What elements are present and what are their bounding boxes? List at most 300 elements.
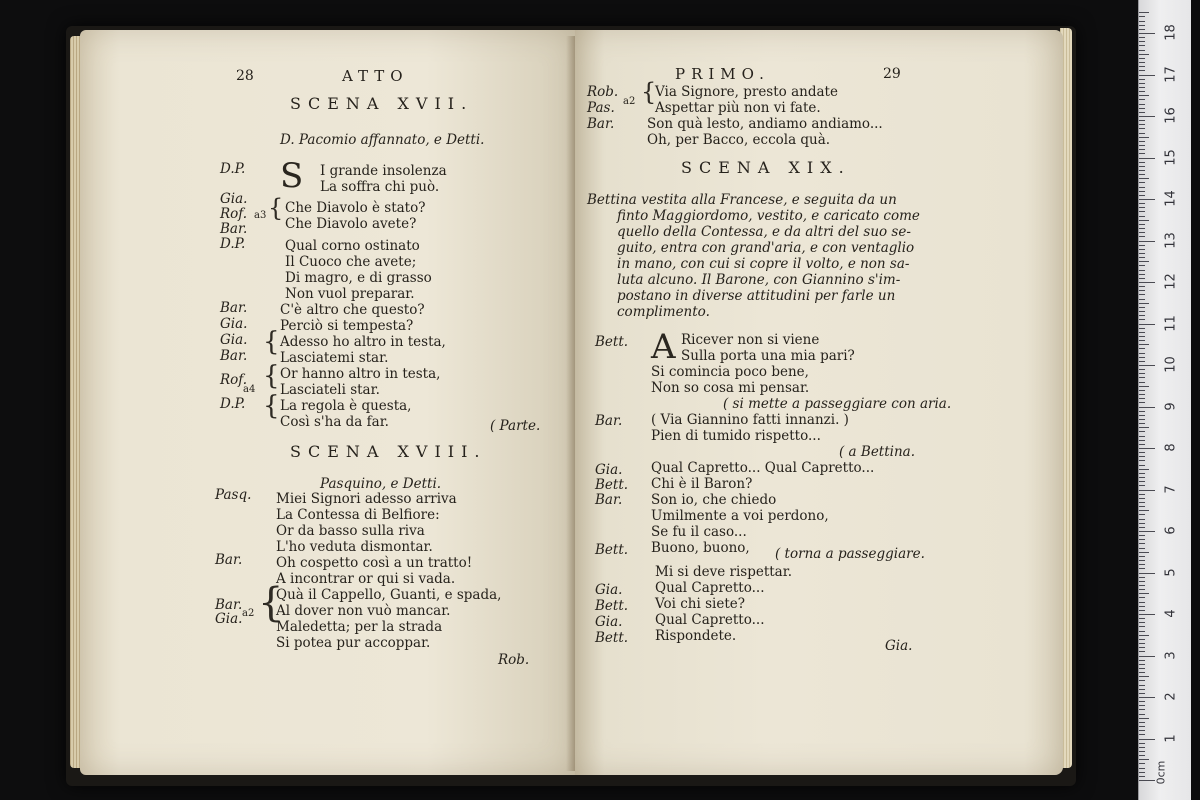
ruler-number: 2 (1163, 692, 1179, 701)
ruler-tick (1139, 506, 1145, 507)
speaker-label: Bar. (215, 597, 243, 613)
ruler-tick (1139, 278, 1145, 279)
ruler-tick (1139, 369, 1145, 370)
ruler-tick (1139, 498, 1145, 499)
ruler-tick (1139, 751, 1145, 752)
ruler-number: 18 (1163, 24, 1179, 41)
ruler-tick (1139, 502, 1145, 503)
ruler-tick (1139, 548, 1145, 549)
ruler-number: 11 (1163, 314, 1179, 332)
verse-line: Mi si deve rispettar. (655, 564, 792, 580)
ruler-tick (1139, 718, 1149, 719)
verse-line: Lasciatemi star. (280, 350, 389, 366)
ruler-tick (1139, 726, 1145, 727)
speaker-label: Bar. (595, 492, 623, 508)
ruler-tick (1139, 519, 1145, 520)
ruler-number: 16 (1163, 107, 1179, 124)
ruler-tick (1139, 253, 1145, 254)
ruler-tick (1139, 191, 1145, 192)
speaker-label: Rob. (587, 84, 619, 100)
stage-direction-line: guito, entra con grand'aria, e con ventaglio (617, 240, 915, 256)
right-page (575, 30, 1063, 775)
ruler-tick (1139, 564, 1145, 565)
ruler-tick (1139, 50, 1145, 51)
ruler-tick (1139, 282, 1155, 283)
ruler-tick (1139, 319, 1145, 320)
verse-line: Che Diavolo avete? (285, 216, 417, 232)
verse-line: Adesso ho altro in testa, (280, 334, 446, 350)
ruler-tick (1139, 602, 1145, 603)
ruler-tick (1139, 328, 1145, 329)
ruler-tick (1139, 207, 1145, 208)
verse-line: Buono, buono, (651, 540, 750, 556)
ruler-tick (1139, 16, 1145, 17)
ruler-tick (1139, 639, 1145, 640)
stage-direction-line: complimento. (617, 304, 710, 320)
ruler-tick (1139, 137, 1149, 138)
ruler-tick (1139, 386, 1149, 387)
ruler-tick (1139, 286, 1145, 287)
ruler-number: 8 (1163, 443, 1179, 452)
ruler-tick (1139, 344, 1149, 345)
verse-line: Pien di tumido rispetto... (651, 428, 821, 444)
verse-line: I grande insolenza (320, 163, 447, 179)
ruler-tick (1139, 739, 1155, 740)
brace: { (258, 580, 284, 626)
speaker-label: Pasq. (215, 487, 252, 503)
ruler-tick (1139, 87, 1145, 88)
ruler-tick (1139, 58, 1145, 59)
verse-line: Son quà lesto, andiamo andiamo... (647, 116, 883, 132)
verse-line: Or hanno altro in testa, (280, 366, 441, 382)
speaker-label: Gia. (595, 462, 623, 478)
verse-line: La Contessa di Belfiore: (276, 507, 440, 523)
ruler-tick (1139, 149, 1145, 150)
verse-line: La soffra chi può. (320, 179, 440, 195)
ruler-tick (1139, 182, 1145, 183)
verse-line: Il Cuoco che avete; (285, 254, 417, 270)
ruler-tick (1139, 133, 1145, 134)
ruler-tick (1139, 552, 1149, 553)
running-head-left: ATTO (342, 67, 409, 85)
ruler-tick (1139, 104, 1145, 105)
ruler-tick (1139, 402, 1145, 403)
ruler-tick (1139, 631, 1145, 632)
measuring-ruler (1138, 0, 1191, 800)
ruler-tick (1139, 494, 1145, 495)
ruler-tick (1139, 91, 1145, 92)
ruler-tick (1139, 307, 1145, 308)
verse-line: Sulla porta una mia pari? (681, 348, 855, 364)
scene-17-direction: D. Pacomio affannato, e Detti. (280, 132, 485, 148)
verse-line: Qual Capretto... (655, 612, 765, 628)
verse-line: Voi chi siete? (655, 596, 745, 612)
speaker-label: Bar. (215, 552, 243, 568)
stage-direction-exit: ( Parte. (490, 418, 541, 434)
ruler-tick (1139, 614, 1155, 615)
verse-line: Che Diavolo è stato? (285, 200, 426, 216)
ruler-tick (1139, 535, 1145, 536)
ruler-tick (1139, 220, 1149, 221)
ruler-tick (1139, 353, 1145, 354)
catchword-right: Gia. (885, 638, 913, 654)
ruler-tick (1139, 593, 1149, 594)
verse-line: Di magro, e di grasso (285, 270, 432, 286)
speaker-label: Rof. (220, 372, 248, 388)
verse-line: Non vuol preparar. (285, 286, 415, 302)
speaker-label: Bar. (220, 300, 248, 316)
ruler-number: 1 (1163, 733, 1179, 743)
ruler-tick (1139, 245, 1145, 246)
verse-line: Maledetta; per la strada (276, 619, 443, 635)
ruler-tick (1139, 610, 1145, 611)
ruler-tick (1139, 373, 1145, 374)
ruler-tick (1139, 45, 1145, 46)
ruler-tick (1139, 203, 1145, 204)
ruler-tick (1139, 444, 1145, 445)
speaker-label: Gia. (595, 582, 623, 598)
ruler-tick (1139, 672, 1145, 673)
ruler-tick (1139, 573, 1155, 574)
ruler-tick (1139, 701, 1145, 702)
ruler-tick (1139, 274, 1145, 275)
ruler-tick (1139, 29, 1145, 30)
verse-line: Si comincia poco bene, (651, 364, 809, 380)
ruler-tick (1139, 108, 1145, 109)
verse-line: Umilmente a voi perdono, (651, 508, 829, 524)
ruler-tick (1139, 514, 1145, 515)
ruler-tick (1139, 730, 1145, 731)
ruler-tick (1139, 33, 1155, 34)
ruler-tick (1139, 543, 1145, 544)
a2-marker: a2 (623, 96, 636, 107)
ruler-unit-label: 0cm (1154, 760, 1168, 785)
speaker-label: D.P. (220, 236, 246, 252)
stage-direction-line: Bettina vestita alla Francese, e seguita da un (587, 192, 897, 208)
verse-line: Via Signore, presto andate (655, 84, 838, 100)
ruler-tick (1139, 21, 1145, 22)
ruler-tick (1139, 199, 1155, 200)
ruler-number: 13 (1163, 231, 1179, 249)
speaker-label: Gia. (220, 332, 248, 348)
scene-18-direction: Pasquino, e Detti. (320, 476, 442, 492)
ruler-tick (1139, 759, 1149, 760)
speaker-label: Bar. (587, 116, 615, 132)
verse-line: Son io, che chiedo (651, 492, 777, 508)
ruler-tick (1139, 768, 1145, 769)
ruler-tick (1139, 178, 1149, 179)
ruler-tick (1139, 556, 1145, 557)
speaker-label: Gia. (595, 614, 623, 630)
ruler-tick (1139, 581, 1145, 582)
verse-line: Qual corno ostinato (285, 238, 420, 254)
speaker-label: Bar. (220, 221, 248, 237)
ruler-tick (1139, 116, 1155, 117)
left-page (80, 30, 575, 775)
ruler-tick (1139, 166, 1145, 167)
speaker-label: Bett. (595, 598, 629, 614)
ruler-tick (1139, 25, 1145, 26)
ruler-tick (1139, 195, 1145, 196)
ruler-tick (1139, 224, 1145, 225)
ruler-tick (1139, 336, 1145, 337)
ruler-tick (1139, 651, 1145, 652)
ruler-tick (1139, 622, 1145, 623)
ruler-tick (1139, 411, 1145, 412)
ruler-tick (1139, 431, 1145, 432)
ruler-number: 3 (1163, 650, 1179, 660)
ruler-tick (1139, 382, 1145, 383)
ruler-tick (1139, 348, 1145, 349)
ruler-tick (1139, 568, 1145, 569)
ruler-tick (1139, 41, 1145, 42)
stage-direction: ( si mette a passeggiare con aria. (723, 396, 952, 412)
a4-marker: a4 (243, 384, 256, 395)
ruler-tick (1139, 299, 1145, 300)
ruler-number: 6 (1163, 526, 1179, 535)
ruler-tick (1139, 79, 1145, 80)
ruler-tick (1139, 128, 1145, 129)
ruler-number: 7 (1163, 484, 1179, 494)
ruler-number: 4 (1163, 609, 1179, 618)
verse-line: ( Via Giannino fatti innanzi. ) (651, 412, 849, 428)
ruler-tick (1139, 62, 1145, 63)
ruler-tick (1139, 174, 1145, 175)
ruler-tick (1139, 626, 1145, 627)
ruler-tick (1139, 83, 1145, 84)
ruler-tick (1139, 377, 1145, 378)
drop-cap-s: S (280, 156, 304, 196)
stage-direction-line: in mano, con cui si copre il volto, e non sa- (617, 256, 910, 272)
ruler-tick (1139, 332, 1145, 333)
ruler-tick (1139, 734, 1145, 735)
ruler-tick (1139, 722, 1145, 723)
ruler-tick (1139, 141, 1145, 142)
verse-line: L'ho veduta dismontar. (276, 539, 433, 555)
speaker-label: D.P. (220, 396, 246, 412)
ruler-tick (1139, 523, 1145, 524)
scene-17-title: SCENA XVII. (290, 94, 474, 113)
ruler-tick (1139, 560, 1145, 561)
stage-direction-line: luta alcuno. Il Barone, con Giannino s'im- (617, 272, 901, 288)
ruler-tick (1139, 693, 1145, 694)
speaker-label: Gia. (220, 191, 248, 207)
ruler-tick (1139, 398, 1145, 399)
ruler-tick (1139, 469, 1149, 470)
ruler-tick (1139, 216, 1145, 217)
ruler-tick (1139, 407, 1155, 408)
ruler-tick (1139, 120, 1145, 121)
ruler-tick (1139, 365, 1155, 366)
brace: { (263, 361, 280, 391)
ruler-tick (1139, 390, 1145, 391)
ruler-tick (1139, 261, 1149, 262)
ruler-tick (1139, 158, 1155, 159)
ruler-tick (1139, 643, 1145, 644)
ruler-number: 10 (1163, 356, 1179, 373)
ruler-tick (1139, 211, 1145, 212)
verse-line: Si potea pur accoppar. (276, 635, 431, 651)
ruler-tick (1139, 689, 1145, 690)
ruler-tick (1139, 539, 1145, 540)
ruler-tick (1139, 436, 1145, 437)
ruler-tick (1139, 241, 1155, 242)
verse-line: Ricever non si viene (681, 332, 820, 348)
page-number-right: 29 (883, 66, 901, 82)
ruler-tick (1139, 635, 1149, 636)
speaker-label: Bett. (595, 477, 629, 493)
ruler-tick (1139, 473, 1145, 474)
ruler-tick (1139, 427, 1149, 428)
ruler-tick (1139, 780, 1155, 781)
ruler-tick (1139, 75, 1155, 76)
ruler-tick (1139, 153, 1145, 154)
ruler-tick (1139, 606, 1145, 607)
ruler-tick (1139, 705, 1145, 706)
verse-line: C'è altro che questo? (280, 302, 425, 318)
ruler-tick (1139, 415, 1145, 416)
ruler-tick (1139, 685, 1145, 686)
ruler-tick (1139, 697, 1155, 698)
ruler-tick (1139, 232, 1145, 233)
ruler-tick (1139, 423, 1145, 424)
ruler-tick (1139, 747, 1145, 748)
scene-18-title: SCENA XVIII. (290, 442, 487, 461)
ruler-tick (1139, 763, 1145, 764)
brace: { (263, 327, 280, 357)
verse-line: Quà il Cappello, Guanti, e spada, (276, 587, 502, 603)
verse-line: Aspettar più non vi fate. (655, 100, 821, 116)
drop-cap-a: A (651, 327, 676, 367)
ruler-tick (1139, 527, 1145, 528)
ruler-tick (1139, 755, 1145, 756)
ruler-tick (1139, 162, 1145, 163)
ruler-tick (1139, 577, 1145, 578)
verse-line: A incontrar or qui si vada. (276, 571, 456, 587)
ruler-number: 12 (1163, 273, 1179, 290)
verse-line: Qual Capretto... (655, 580, 765, 596)
brace: { (641, 78, 657, 106)
ruler-number: 14 (1163, 190, 1179, 207)
ruler-tick (1139, 187, 1145, 188)
ruler-tick (1139, 95, 1149, 96)
ruler-tick (1139, 589, 1145, 590)
ruler-tick (1139, 12, 1149, 13)
ruler-tick (1139, 54, 1149, 55)
ruler-tick (1139, 99, 1145, 100)
ruler-tick (1139, 66, 1145, 67)
ruler-tick (1139, 315, 1145, 316)
running-head-right: PRIMO. (675, 65, 770, 83)
verse-line: Miei Signori adesso arriva (276, 491, 457, 507)
ruler-tick (1139, 270, 1145, 271)
ruler-tick (1139, 477, 1145, 478)
page-number-left: 28 (236, 68, 254, 84)
verse-line: Rispondete. (655, 628, 737, 644)
speaker-label: D.P. (220, 161, 246, 177)
ruler-tick (1139, 361, 1145, 362)
verse-line: Chi è il Baron? (651, 476, 753, 492)
ruler-tick (1139, 465, 1145, 466)
speaker-label: Pas. (587, 100, 615, 116)
ruler-tick (1139, 324, 1155, 325)
verse-line: Se fu il caso... (651, 524, 747, 540)
catchword-left: Rob. (498, 652, 530, 668)
ruler-tick (1139, 680, 1145, 681)
ruler-tick (1139, 618, 1145, 619)
a3-marker: a3 (254, 210, 267, 221)
verse-line: Al dover non vuò mancar. (276, 603, 451, 619)
ruler-tick (1139, 249, 1145, 250)
brace: { (268, 194, 284, 222)
ruler-tick (1139, 448, 1155, 449)
ruler-tick (1139, 490, 1155, 491)
stage-direction-line: finto Maggiordomo, vestito, e caricato come (617, 208, 920, 224)
ruler-tick (1139, 257, 1145, 258)
ruler-tick (1139, 456, 1145, 457)
speaker-label: Bett. (595, 630, 629, 646)
ruler-tick (1139, 419, 1145, 420)
ruler-tick (1139, 743, 1145, 744)
brace: { (263, 391, 280, 421)
stage-direction-line: postano in diverse attitudini per farle un (617, 288, 896, 304)
ruler-tick (1139, 656, 1155, 657)
ruler-tick (1139, 531, 1155, 532)
verse-line: Perciò si tempesta? (280, 318, 414, 334)
stage-direction: ( a Bettina. (839, 444, 916, 460)
ruler-tick (1139, 37, 1145, 38)
verse-line: La regola è questa, (280, 398, 412, 414)
ruler-tick (1139, 70, 1145, 71)
ruler-tick (1139, 440, 1145, 441)
ruler-tick (1139, 228, 1145, 229)
ruler-tick (1139, 452, 1145, 453)
ruler-tick (1139, 311, 1145, 312)
ruler-tick (1139, 481, 1145, 482)
ruler-tick (1139, 265, 1145, 266)
ruler-number: 9 (1163, 401, 1179, 411)
ruler-number: 15 (1163, 148, 1179, 166)
ruler-tick (1139, 676, 1149, 677)
verse-line: Or da basso sulla riva (276, 523, 425, 539)
ruler-tick (1139, 776, 1145, 777)
ruler-tick (1139, 664, 1145, 665)
speaker-label: Bar. (220, 348, 248, 364)
ruler-number: 5 (1163, 567, 1179, 577)
ruler-tick (1139, 394, 1145, 395)
ruler-tick (1139, 303, 1149, 304)
ruler-tick (1139, 585, 1145, 586)
verse-line: Così s'ha da far. (280, 414, 389, 430)
speaker-label: Bar. (595, 413, 623, 429)
ruler-tick (1139, 290, 1145, 291)
ruler-tick (1139, 709, 1145, 710)
speaker-label: Bett. (595, 334, 629, 350)
verse-line: Oh cospetto così a un tratto! (276, 555, 473, 571)
ruler-tick (1139, 485, 1145, 486)
ruler-tick (1139, 145, 1145, 146)
ruler-number: 17 (1163, 65, 1179, 83)
verse-line: Oh, per Bacco, eccola quà. (647, 132, 831, 148)
ruler-tick (1139, 510, 1149, 511)
speaker-label: Rof. (220, 206, 248, 222)
speaker-label: Gia. (215, 611, 243, 627)
ruler-tick (1139, 236, 1145, 237)
a2-marker: a2 (242, 608, 255, 619)
ruler-tick (1139, 460, 1145, 461)
ruler-tick (1139, 660, 1145, 661)
verse-line: Lasciateli star. (280, 382, 380, 398)
